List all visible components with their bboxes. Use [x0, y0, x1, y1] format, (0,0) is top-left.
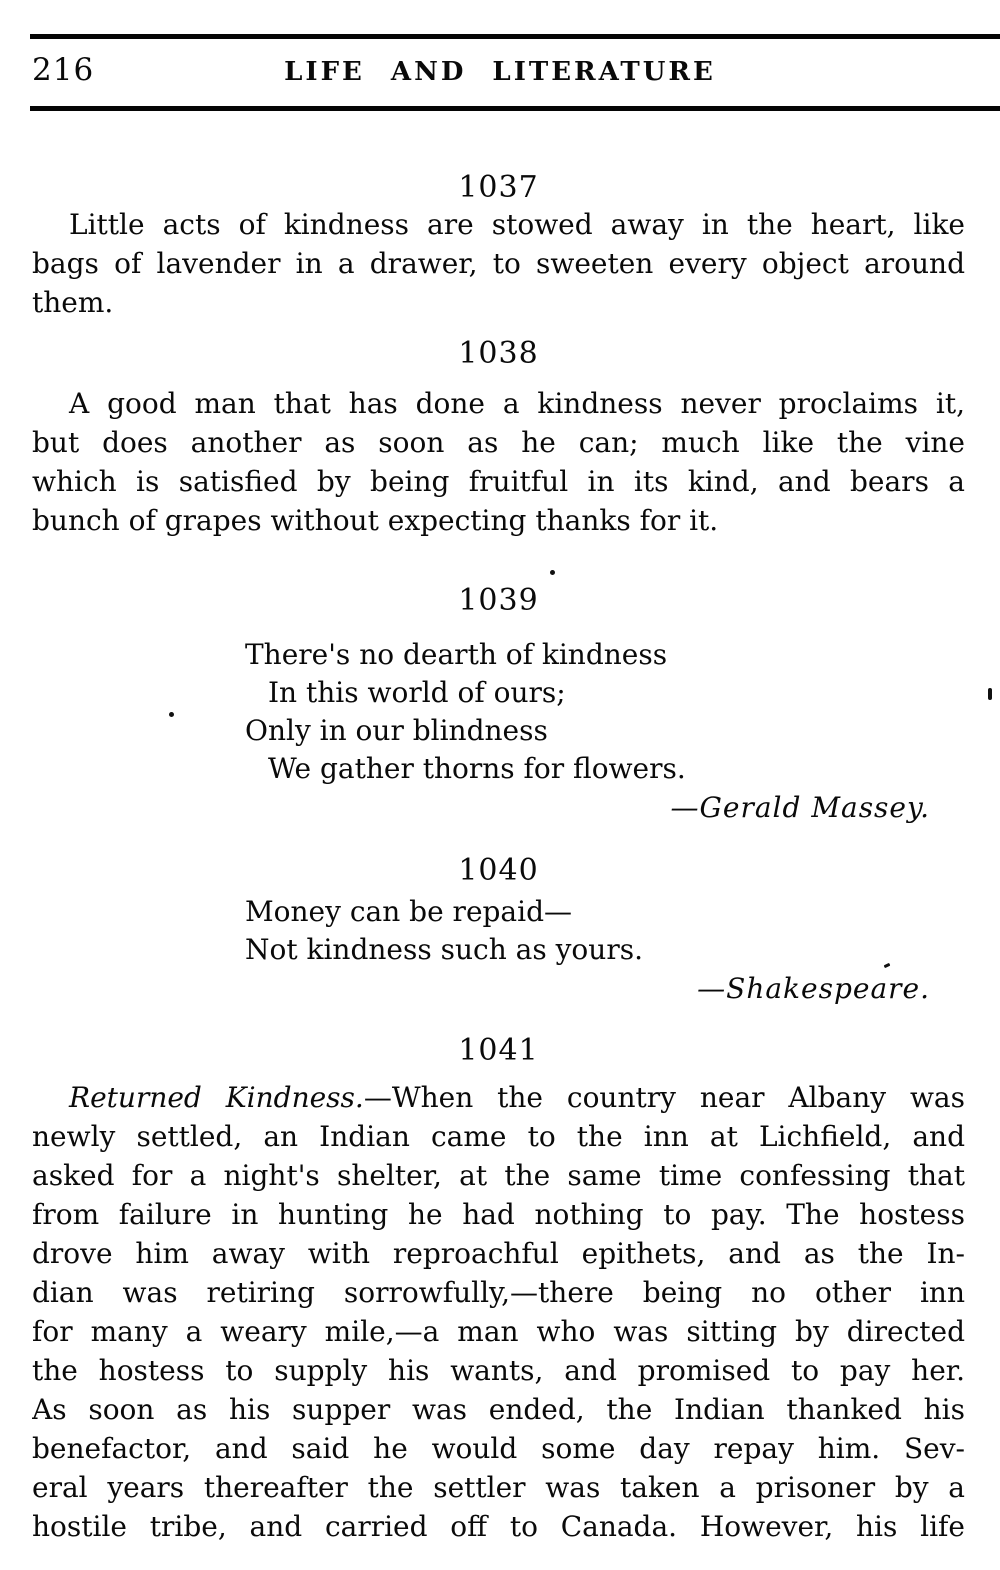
text-line: the hostess to supply his wants, and promised to pay her. — [32, 1354, 965, 1387]
text-line: asked for a night's shelter, at the same time confessing that — [32, 1159, 965, 1192]
scan-speck — [988, 688, 992, 700]
text-line: dian was retiring sorrowfully,—there being no other inn — [32, 1276, 965, 1309]
entry-number-1040: 1040 — [458, 853, 539, 888]
text-line: benefactor, and said he would some day repay him. Sev- — [32, 1432, 965, 1465]
text-line: bags of lavender in a drawer, to sweeten every object around — [32, 247, 965, 280]
verse-line: In this world of ours; — [268, 676, 566, 709]
text-line: but does another as soon as he can; much like the vine — [32, 426, 965, 459]
running-head-title: LIFE AND LITERATURE — [284, 57, 716, 87]
text-line: eral years thereafter the settler was taken a prisoner by a — [32, 1471, 965, 1504]
text-line: A good man that has done a kindness never proclaims it, — [69, 387, 965, 420]
verse-line: We gather thorns for flowers. — [268, 752, 686, 785]
text-line: drove him away with reproachful epithets, and as the In- — [32, 1237, 965, 1270]
text-line: for many a weary mile,—a man who was sitting by directed — [32, 1315, 965, 1348]
entry-number-1037: 1037 — [458, 170, 539, 205]
entry-1041-lead-italic: Returned Kindness. — [69, 1081, 364, 1114]
entry-number-1038: 1038 — [458, 336, 539, 371]
text-line: newly settled, an Indian came to the inn at Lichfield, and — [32, 1120, 965, 1153]
text-line: As soon as his supper was ended, the Indian thanked his — [32, 1393, 965, 1426]
entry-number-1041: 1041 — [458, 1033, 539, 1068]
verse-line: Money can be repaid— — [245, 895, 573, 928]
page-number: 216 — [32, 52, 95, 88]
scan-speck — [550, 570, 555, 575]
verse-line: Not kindness such as yours. — [245, 933, 643, 966]
entry-1038-paragraph — [32, 384, 965, 540]
text-line: which is satisfied by being fruitful in its kind, and bears a — [32, 465, 965, 498]
text-line: Little acts of kindness are stowed away in the heart, like — [69, 208, 965, 241]
entry-1040-verse — [245, 893, 945, 1008]
entry-number-1039: 1039 — [458, 583, 539, 618]
attribution-shakespeare: —Shakespeare. — [697, 972, 930, 1005]
attribution-gerald-massey: —Gerald Massey. — [670, 791, 930, 824]
header-rule-top — [30, 34, 1000, 39]
text-line: them. — [32, 286, 114, 319]
text-line: bunch of grapes without expecting thanks for it. — [32, 504, 719, 537]
verse-line: Only in our blindness — [245, 714, 548, 747]
text-line: hostile tribe, and carried off to Canada. However, his life — [32, 1510, 965, 1543]
header-rule-bottom — [30, 106, 1000, 111]
entry-1041-paragraph — [32, 1078, 965, 1546]
verse-line: There's no dearth of kindness — [245, 638, 668, 671]
text-line — [32, 1078, 965, 1117]
entry-1037-paragraph — [32, 205, 965, 322]
entry-1039-verse — [245, 636, 945, 827]
scan-speck — [169, 712, 174, 717]
entry-1041-lead-rest: —When the country near Albany was — [363, 1081, 965, 1114]
text-line: from failure in hunting he had nothing to pay. The hostess — [32, 1198, 965, 1231]
